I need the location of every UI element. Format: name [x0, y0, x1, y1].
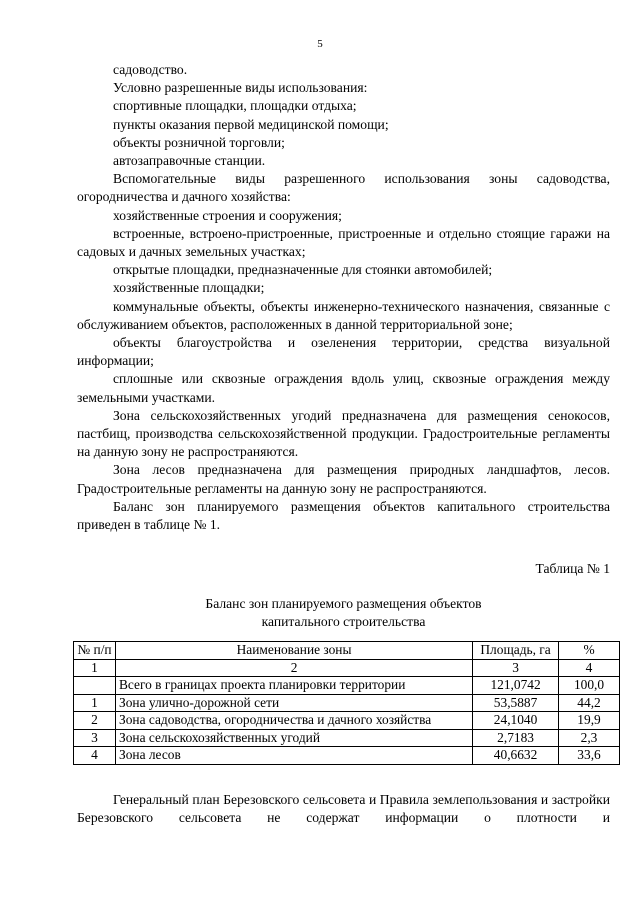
index-cell: 3 — [473, 659, 559, 677]
paragraph: Условно разрешенные виды использования: — [113, 80, 368, 96]
closing-paragraph: Генеральный план Березовского сельсовета и Правила землепользования и застройки Березовского сельсовета не содержат информации о плотности и — [77, 791, 610, 826]
table-row — [74, 712, 620, 730]
table-label: Таблица № 1 — [535, 561, 610, 577]
paragraph: садоводство. — [113, 62, 188, 77]
paragraph: Баланс зон планируемого размещения объектов капитального строительства приведен в таблице № 1. — [77, 498, 610, 533]
paragraph: встроенные, встроено-пристроенные, пристроенные и отдельно стоящие гаражи на садовых и дачных земельных участках; — [77, 225, 610, 260]
row-zone-name-cell: Всего в границах проекта планировки территории — [116, 677, 473, 695]
paragraph: Вспомогательные виды разрешенного использования зоны садоводства, огородничества и дачного хозяйства: — [77, 171, 610, 205]
row-number-cell: 1 — [74, 694, 116, 712]
row-number-cell: 3 — [74, 729, 116, 747]
paragraph: объекты розничной торговли; — [113, 134, 285, 150]
paragraph: Зона лесов предназначена для размещения природных ландшафтов, лесов. Градостроительные регламенты на данную зону не распространяются. — [77, 462, 610, 496]
index-cell: 1 — [74, 659, 116, 677]
paragraph: автозаправочные станции. — [113, 153, 266, 169]
row-area-cell: 53,5887 — [473, 694, 559, 712]
table-row — [74, 747, 620, 765]
paragraph: открытые площадки, предназначенные для стоянки автомобилей; — [113, 262, 493, 278]
row-area-cell: 2,7183 — [473, 729, 559, 747]
paragraph: хозяйственные площадки; — [113, 280, 265, 296]
table-row — [74, 677, 620, 695]
zones-balance-table — [73, 641, 620, 765]
index-cell: 2 — [116, 659, 473, 677]
row-percent-cell: 100,0 — [559, 677, 620, 695]
paragraph-list — [77, 61, 610, 534]
paragraph: хозяйственные строения и сооружения; — [113, 207, 342, 223]
paragraph: спортивные площадки, площадки отдыха; — [113, 98, 357, 114]
header-percent: % — [559, 642, 620, 660]
header-zone-name: Наименование зоны — [116, 642, 473, 660]
paragraph: Зона сельскохозяйственных угодий предназначена для размещения сенокосов, пастбищ, производства сельскохозяйственной продукции. Градостроительные регламенты на данную зону не распространяются. — [77, 407, 610, 460]
index-cell: 4 — [559, 659, 620, 677]
row-zone-name-cell: Зона улично-дорожной сети — [116, 694, 473, 712]
paragraph: сплошные или сквозные ограждения вдоль улиц, сквозные ограждения между земельными участками. — [77, 371, 610, 405]
document-body — [77, 61, 610, 827]
row-area-cell: 24,1040 — [473, 712, 559, 730]
row-area-cell: 40,6632 — [473, 747, 559, 765]
table-index-row — [74, 659, 620, 677]
row-area-cell: 121,0742 — [473, 677, 559, 695]
row-number-cell: 4 — [74, 747, 116, 765]
row-percent-cell: 44,2 — [559, 694, 620, 712]
table-title — [77, 595, 610, 631]
table-body — [74, 677, 620, 765]
row-zone-name-cell: Зона садоводства, огородничества и дачного хозяйства — [116, 712, 473, 730]
paragraph: пункты оказания первой медицинской помощи; — [113, 116, 389, 132]
table-title-line-2: капитального строительства — [261, 614, 426, 630]
row-zone-name-cell: Зона сельскохозяйственных угодий — [116, 729, 473, 747]
table-header-row — [74, 642, 620, 660]
row-percent-cell: 19,9 — [559, 712, 620, 730]
row-percent-cell: 33,6 — [559, 747, 620, 765]
row-number-cell: 2 — [74, 712, 116, 730]
paragraph: коммунальные объекты, объекты инженерно-технического назначения, связанные с обслуживанием объектов, расположенных в данной территориальной зоне; — [77, 298, 610, 332]
row-percent-cell: 2,3 — [559, 729, 620, 747]
row-zone-name-cell: Зона лесов — [116, 747, 473, 765]
table-row — [74, 729, 620, 747]
table-title-line-1: Баланс зон планируемого размещения объектов — [205, 596, 482, 612]
page-number: 5 — [317, 38, 323, 50]
row-number-cell — [74, 677, 116, 695]
header-number: № п/п — [74, 642, 116, 660]
table-row — [74, 694, 620, 712]
header-area: Площадь, га — [473, 642, 559, 660]
paragraph: объекты благоустройства и озеленения территории, средства визуальной информации; — [77, 335, 610, 369]
